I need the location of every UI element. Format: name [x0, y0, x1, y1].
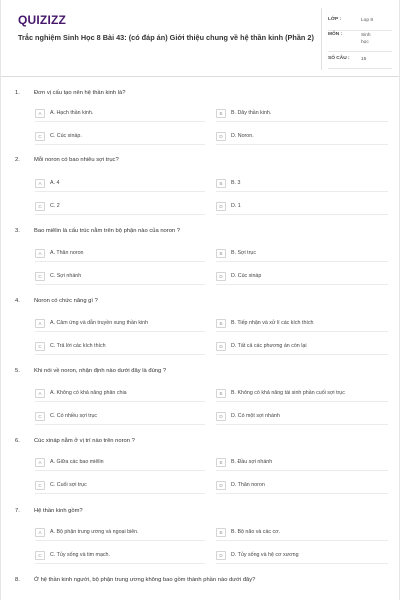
- worksheet-header: [1, 0, 399, 77]
- option-letter-box: C: [35, 202, 45, 211]
- meta-class-row: [328, 17, 392, 31]
- option-letter-box: D: [216, 481, 226, 490]
- option-b[interactable]: [216, 528, 388, 541]
- option-d[interactable]: [216, 412, 388, 425]
- option-text: A. Thân noron: [50, 250, 84, 256]
- option-text: A. 4: [50, 180, 60, 186]
- option-text: D. Có một sợi nhánh: [231, 413, 280, 419]
- option-letter-box: A: [35, 319, 45, 328]
- option-d[interactable]: [216, 481, 388, 494]
- option-letter-box: B: [216, 249, 226, 258]
- option-d[interactable]: [216, 132, 388, 145]
- option-letter-box: D: [216, 132, 226, 141]
- question-number: 8.: [15, 577, 20, 583]
- option-letter-box: C: [35, 272, 45, 281]
- option-letter-box: C: [35, 132, 45, 141]
- question-number: 1.: [15, 90, 20, 96]
- option-text: B. Sợi trục: [231, 250, 256, 256]
- option-text: D. Thân noron: [231, 482, 265, 488]
- option-text: C. Tủy sống và tim mạch.: [50, 552, 110, 558]
- option-letter-box: D: [216, 412, 226, 421]
- option-text: D. Cúc xináp: [231, 273, 262, 279]
- subject-value: Sinh học: [361, 33, 371, 45]
- option-letter-box: D: [216, 272, 226, 281]
- question-text: Mỗi noron có bao nhiêu sợi trục?: [34, 157, 119, 163]
- question-text: Khi nói về noron, nhận định nào dưới đây là đúng ?: [34, 368, 167, 374]
- option-letter-box: B: [216, 319, 226, 328]
- option-c[interactable]: [35, 132, 205, 145]
- option-letter-box: A: [35, 109, 45, 118]
- option-a[interactable]: [35, 528, 205, 541]
- option-text: A. Bộ phận trung ương và ngoại biên.: [50, 529, 139, 535]
- question-number: 4.: [15, 298, 20, 304]
- option-letter-box: C: [35, 551, 45, 560]
- option-c[interactable]: [35, 412, 205, 425]
- option-c[interactable]: [35, 551, 205, 564]
- class-value: Lop 8: [361, 18, 374, 23]
- option-text: A. Cảm ứng và dẫn truyền xung thần kinh: [50, 320, 149, 326]
- option-text: B. Tiếp nhận và xử lí các kích thích: [231, 320, 314, 326]
- option-letter-box: A: [35, 458, 45, 467]
- question-number: 7.: [15, 508, 20, 514]
- meta-divider: [321, 8, 322, 70]
- option-c[interactable]: [35, 272, 205, 285]
- option-text: A. Không có khả năng phân chia: [50, 390, 127, 396]
- question-text: Noron có chức năng gì ?: [34, 298, 98, 304]
- option-letter-box: D: [216, 551, 226, 560]
- option-c[interactable]: [35, 342, 205, 355]
- option-c[interactable]: [35, 202, 205, 215]
- option-text: C. Cúc xináp.: [50, 133, 82, 139]
- subject-label: MÔN :: [328, 32, 343, 37]
- option-letter-box: D: [216, 202, 226, 211]
- option-a[interactable]: [35, 109, 205, 122]
- option-text: B. Không có khả năng tái sinh phần cuối sợi trục: [231, 390, 345, 396]
- option-letter-box: C: [35, 412, 45, 421]
- count-label: SỐ CÂU :: [328, 56, 350, 61]
- option-letter-box: C: [35, 342, 45, 351]
- option-b[interactable]: [216, 319, 388, 332]
- option-b[interactable]: [216, 179, 388, 192]
- option-text: B. Đầu sợi nhánh: [231, 459, 273, 465]
- option-b[interactable]: [216, 389, 388, 402]
- question-text: Ở hệ thần kinh người, bộ phận trung ương không bao gồm thành phần nào dưới đây?: [34, 577, 256, 583]
- option-letter-box: A: [35, 249, 45, 258]
- option-letter-box: A: [35, 528, 45, 537]
- quizizz-logo[interactable]: QUIZIZZ: [18, 13, 67, 27]
- meta-count-row: [328, 56, 392, 69]
- option-letter-box: B: [216, 528, 226, 537]
- option-d[interactable]: [216, 551, 388, 564]
- option-text: D. Tất cả các phương án còn lại: [231, 343, 307, 349]
- option-letter-box: B: [216, 458, 226, 467]
- option-text: B. 3: [231, 180, 241, 186]
- question-text: Bao miêlin là cấu trúc nằm trên bộ phận nào của noron ?: [34, 228, 180, 234]
- question-text: Cúc xináp nằm ở vị trí nào trên noron ?: [34, 438, 135, 444]
- option-a[interactable]: [35, 389, 205, 402]
- option-b[interactable]: [216, 109, 388, 122]
- worksheet-title: Trắc nghiệm Sinh Học 8 Bài 43: (có đáp án) Giới thiệu chung về hệ thần kinh (Phần 2): [18, 33, 314, 42]
- option-letter-box: C: [35, 481, 45, 490]
- question-text: Hệ thần kinh gồm?: [34, 508, 83, 514]
- option-text: C. Cuối sợi trục: [50, 482, 87, 488]
- option-c[interactable]: [35, 481, 205, 494]
- class-label: LỚP :: [328, 17, 342, 22]
- option-text: C. 2: [50, 203, 60, 209]
- option-a[interactable]: [35, 179, 205, 192]
- count-value: 15: [361, 57, 367, 62]
- option-a[interactable]: [35, 319, 205, 332]
- option-letter-box: D: [216, 342, 226, 351]
- option-text: D. 1: [231, 203, 241, 209]
- option-d[interactable]: [216, 202, 388, 215]
- option-letter-box: A: [35, 389, 45, 398]
- option-letter-box: B: [216, 179, 226, 188]
- question-number: 6.: [15, 438, 20, 444]
- option-text: B. Dây thần kinh.: [231, 110, 272, 116]
- option-letter-box: B: [216, 389, 226, 398]
- question-number: 2.: [15, 157, 20, 163]
- question-number: 3.: [15, 228, 20, 234]
- option-text: D. Tủy sống và hệ cơ xương: [231, 552, 299, 558]
- option-d[interactable]: [216, 342, 388, 355]
- option-text: A. Hạch thần kinh.: [50, 110, 94, 116]
- question-text: Đơn vị cấu tạo nên hệ thần kinh là?: [34, 90, 126, 96]
- option-letter-box: A: [35, 179, 45, 188]
- option-a[interactable]: [35, 458, 205, 471]
- option-text: B. Bộ não và các cơ.: [231, 529, 281, 535]
- option-letter-box: B: [216, 109, 226, 118]
- option-text: C. Trả lời các kích thích: [50, 343, 106, 349]
- option-b[interactable]: [216, 458, 388, 471]
- option-text: C. Có nhiều sợi trục: [50, 413, 98, 419]
- option-b[interactable]: [216, 249, 388, 262]
- option-d[interactable]: [216, 272, 388, 285]
- option-text: C. Sợi nhánh: [50, 273, 82, 279]
- option-text: D. Noron.: [231, 133, 254, 139]
- option-text: A. Giữa các bao miêlin: [50, 459, 104, 465]
- meta-subject-row: [328, 32, 392, 52]
- option-a[interactable]: [35, 249, 205, 262]
- question-number: 5.: [15, 368, 20, 374]
